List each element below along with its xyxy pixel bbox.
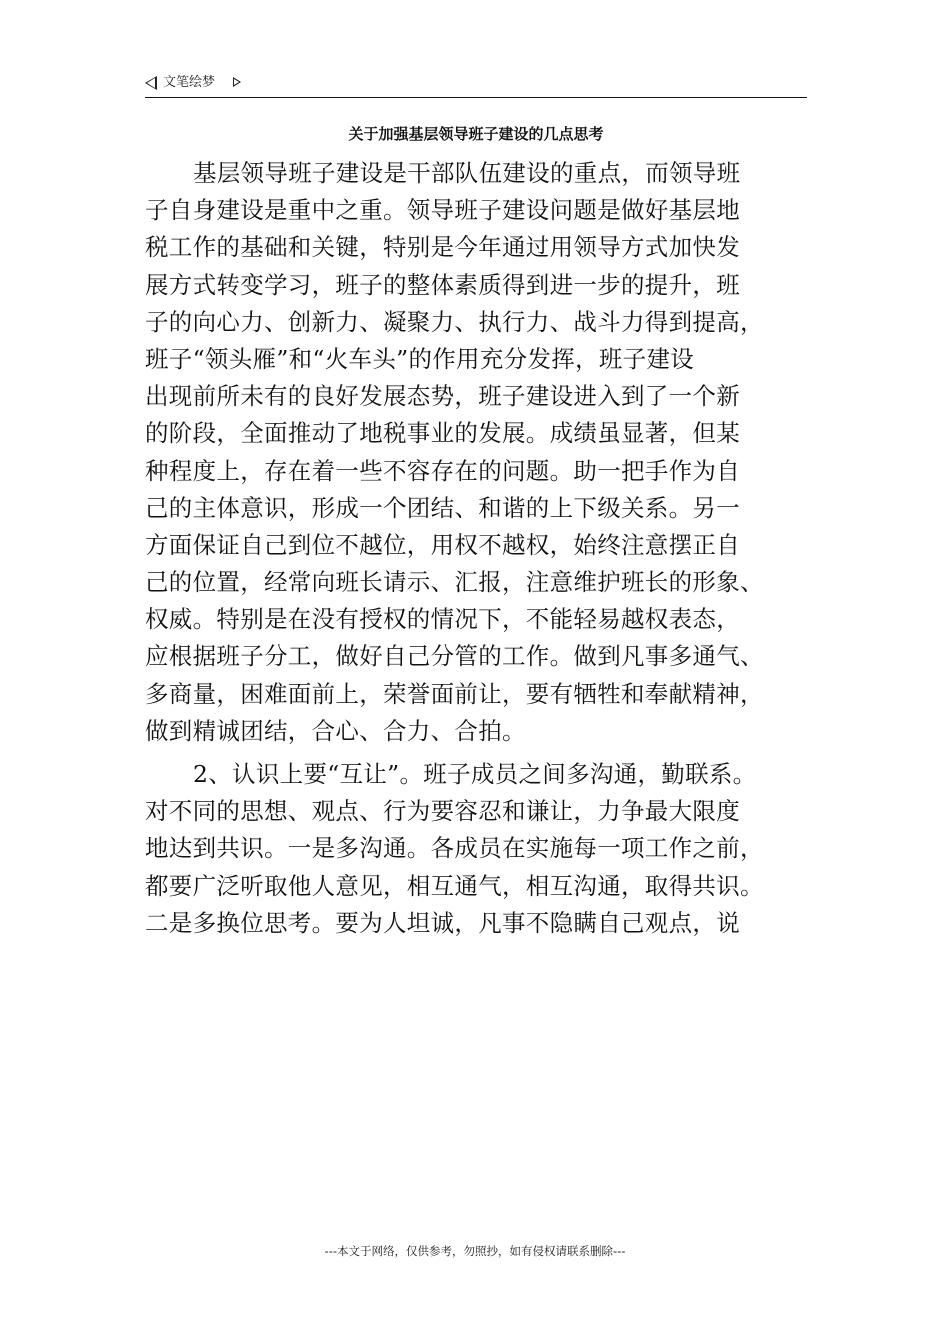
- paragraph-line: 地达到共识。一是多沟通。各成员在实施每一项工作之前，: [145, 834, 764, 863]
- paragraph-line: 出现前所未有的良好发展态势，班子建设进入到了一个新: [145, 382, 740, 411]
- paragraph-line: 展方式转变学习，班子的整体素质得到进一步的提升，班: [145, 270, 740, 299]
- paragraph-line: 都要广泛听取他人意见，相互通气，相互沟通，取得共识。: [145, 871, 764, 900]
- footer-notice: ---本文于网络，仅供参考，勿照抄，如有侵权请联系删除---: [324, 1244, 626, 1258]
- paragraph-line: 己的位置，经常向班长请示、汇报，注意维护班长的形象、: [145, 568, 764, 597]
- paragraph-line: 多商量，困难面前上，荣誉面前让，要有牺牲和奉献精神，: [145, 679, 764, 708]
- paragraph-line: 子的向心力、创新力、凝聚力、执行力、战斗力得到提高，: [145, 307, 764, 336]
- paragraph-line: 应根据班子分工，做好自己分管的工作。做到凡事多通气、: [145, 642, 764, 671]
- paragraph-line: 种程度上，存在着一些不容存在的问题。助一把手作为自: [145, 456, 740, 485]
- paragraph-line: 方面保证自己到位不越位，用权不越权，始终注意摆正自: [145, 530, 740, 559]
- paragraph-line: 己的主体意识，形成一个团结、和谐的上下级关系。另一: [145, 493, 740, 522]
- triangle-right-icon: [233, 77, 241, 87]
- paragraph-line: 做到精诚团结，合心、合力、合拍。: [145, 716, 526, 745]
- page-header: [145, 74, 805, 96]
- document-body: [145, 155, 825, 942]
- paragraph-line: 对不同的思想、观点、行为要容忍和谦让，力争最大限度: [145, 797, 740, 826]
- triangle-left-icon: [145, 76, 157, 90]
- paragraph-line: 班子“领头雁”和“火车头”的作用充分发挥，班子建设: [145, 344, 695, 373]
- paragraph-line: 基层领导班子建设是干部队伍建设的重点，而领导班: [193, 159, 741, 187]
- paragraph-line: 2、认识上要“互让”。班子成员之间多沟通，勤联系。: [193, 760, 757, 788]
- paragraph-line: 二是多换位思考。要为人坦诚，凡事不隐瞒自己观点，说: [145, 908, 740, 937]
- paragraph-line: 的阶段，全面推动了地税事业的发展。成绩虽显著，但某: [145, 419, 740, 448]
- brand-label: 文笔绘梦: [163, 75, 216, 90]
- paragraph-line: 权威。特别是在没有授权的情况下，不能轻易越权表态，: [145, 605, 740, 634]
- document-title: 关于加强基层领导班子建设的几点思考: [348, 125, 604, 143]
- paragraph-line: 税工作的基础和关键，特别是今年通过用领导方式加快发: [145, 233, 740, 262]
- paragraph-line: 子自身建设是重中之重。领导班子建设问题是做好基层地: [145, 196, 740, 225]
- header-divider: [145, 97, 807, 98]
